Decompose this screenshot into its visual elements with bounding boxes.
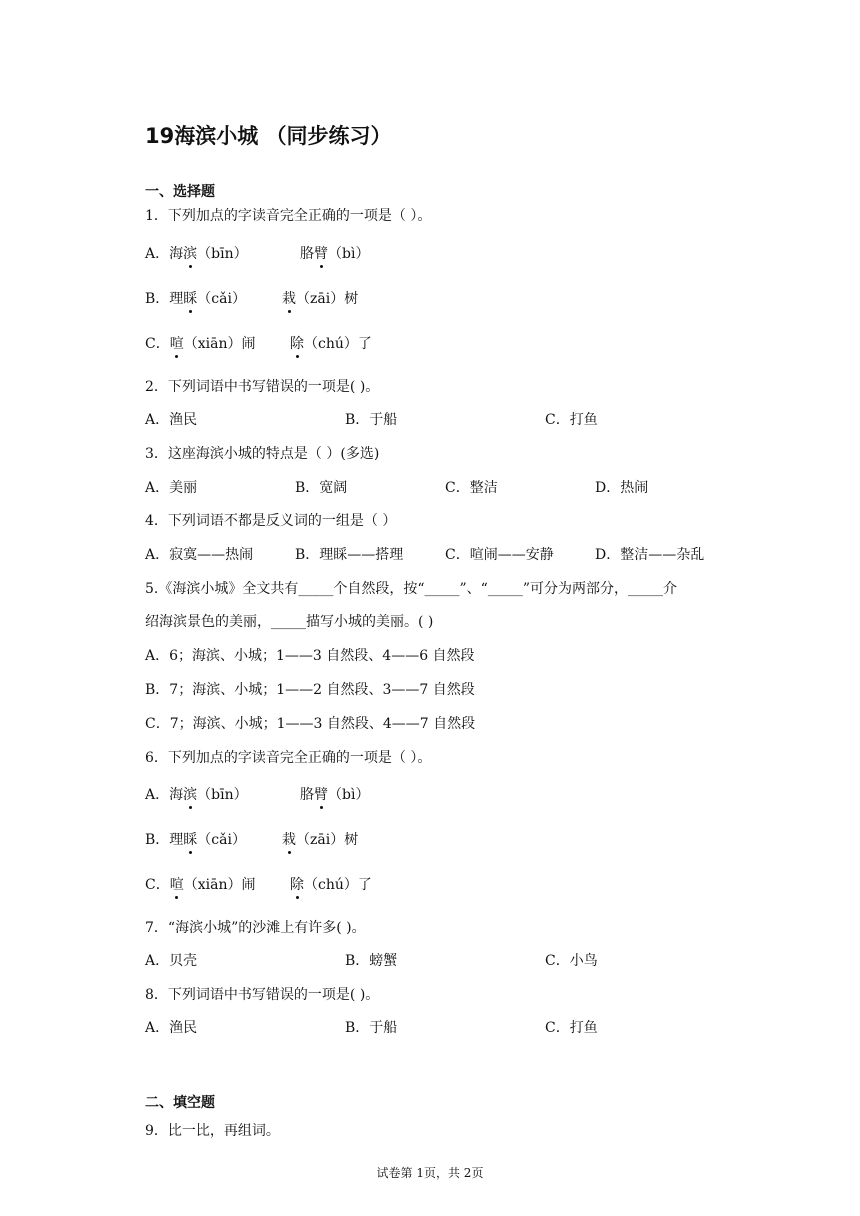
question-3-stem: 3．这座海滨小城的特点是（ ）(多选) (145, 446, 380, 462)
page-footer: 试卷第 1页，共 2页 (376, 1166, 484, 1180)
question-8-stem: 8．下列词语中书写错误的一项是( )。 (145, 987, 380, 1003)
question-3-option-a: A．美丽 (145, 480, 198, 496)
question-4-option-d: D．整洁——杂乱 (595, 547, 705, 563)
question-6-option-a-second: 胳臂（bì） (300, 787, 370, 803)
question-9-stem: 9．比一比，再组词。 (145, 1123, 280, 1139)
question-4-option-c: C．喧闹——安静 (445, 547, 554, 563)
question-1-stem: 1．下列加点的字读音完全正确的一项是（ ）。 (145, 208, 432, 224)
page-title: 19海滨小城 （同步练习） (145, 124, 392, 148)
question-1-option-a: A．海滨（bīn） (145, 246, 248, 262)
question-3-option-b: B．宽阔 (295, 480, 348, 496)
question-4-option-b: B．理睬——搭理 (295, 547, 404, 563)
question-1-option-c: C．喧（xiān）闹 (145, 336, 256, 352)
section-heading-choice: 一、选择题 (145, 184, 215, 200)
question-8-option-c: C．打鱼 (545, 1020, 598, 1036)
question-2-option-a: A．渔民 (145, 412, 198, 428)
question-1-option-c-second: 除（chú）了 (290, 336, 372, 352)
question-3-option-d: D．热闹 (595, 480, 649, 496)
question-5-option-b: B．7；海滨、小城；1——2 自然段、3——7 自然段 (145, 682, 475, 698)
question-1-option-a-second: 胳臂（bì） (300, 246, 370, 262)
section-heading-fill: 二、填空题 (145, 1095, 215, 1111)
question-4-stem: 4．下列词语不都是反义词的一组是（ ） (145, 513, 397, 529)
question-6-option-b: B．理睬（cǎi） (145, 832, 246, 848)
question-3-option-c: C．整洁 (445, 480, 498, 496)
question-6-option-c-second: 除（chú）了 (290, 877, 372, 893)
question-6-option-b-second: 栽（zāi）树 (282, 832, 359, 848)
question-2-option-c: C．打鱼 (545, 412, 598, 428)
question-4-option-a: A．寂寞——热闹 (145, 547, 254, 563)
question-6-option-c: C．喧（xiān）闹 (145, 877, 256, 893)
question-1-option-b: B．理睬（cǎi） (145, 291, 246, 307)
question-8-option-b: B．于船 (345, 1020, 398, 1036)
question-7-option-c: C．小鸟 (545, 953, 598, 969)
question-6-option-a: A．海滨（bīn） (145, 787, 248, 803)
question-8-option-a: A．渔民 (145, 1020, 198, 1036)
question-5-option-c: C．7；海滨、小城；1——3 自然段、4——7 自然段 (145, 716, 476, 732)
question-2-stem: 2．下列词语中书写错误的一项是( )。 (145, 379, 380, 395)
question-7-option-a: A．贝壳 (145, 953, 198, 969)
question-5-stem-line-2: 绍海滨景色的美丽，_____描写小城的美丽。( ) (145, 614, 434, 630)
question-1-option-b-second: 栽（zāi）树 (282, 291, 359, 307)
question-5-stem-line-1: 5.《海滨小城》全文共有_____个自然段，按“_____”、“_____”可分为两部分，_____介 (145, 581, 677, 597)
question-7-option-b: B．螃蟹 (345, 953, 398, 969)
question-7-stem: 7．“海滨小城”的沙滩上有许多( )。 (145, 920, 366, 936)
question-2-option-b: B．于船 (345, 412, 398, 428)
question-5-option-a: A．6；海滨、小城；1——3 自然段、4——6 自然段 (145, 648, 475, 664)
question-6-stem: 6．下列加点的字读音完全正确的一项是（ ）。 (145, 750, 432, 766)
